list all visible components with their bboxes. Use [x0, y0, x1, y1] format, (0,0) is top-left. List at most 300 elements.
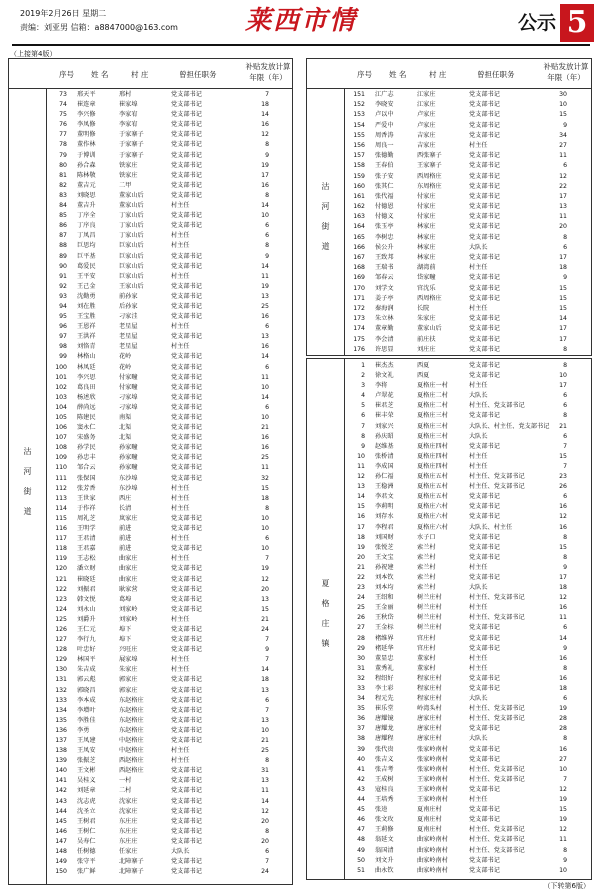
table-row — [347, 234, 589, 244]
subsidy-years: 9 — [563, 563, 567, 571]
village-name: 铁家庄 — [119, 161, 138, 169]
table-row — [49, 535, 291, 545]
village-name: 刘庄庄 — [417, 345, 436, 353]
village-name: 花岭 — [119, 363, 132, 371]
position-title: 党支部书记 — [171, 797, 202, 805]
table-row — [347, 412, 589, 422]
position-title: 党支部书记 — [469, 254, 500, 261]
section-title: 公示 — [518, 12, 557, 34]
village-name: 王家山后 — [119, 282, 144, 290]
table-row — [49, 121, 291, 131]
subsidy-years: 15 — [559, 452, 567, 460]
village-name: 西赵格庄 — [119, 767, 144, 775]
person-name: 王平安 — [77, 272, 96, 280]
position-title: 党支部书记 — [171, 545, 202, 553]
village-name: 中赵格庄 — [119, 747, 144, 755]
subsidy-years: 8 — [563, 233, 567, 241]
village-name: 曲家岭南村 — [417, 846, 448, 854]
row-number: 118 — [55, 545, 67, 553]
subsidy-years: 7 — [265, 858, 269, 866]
row-number: 9 — [361, 442, 365, 450]
subsidy-years: 24 — [261, 868, 269, 876]
village-name: 北障寨子 — [119, 868, 144, 876]
row-number: 144 — [55, 807, 67, 815]
position-title: 村主任 — [171, 484, 190, 492]
subsidy-years: 16 — [559, 674, 567, 682]
village-name: 索兰村 — [417, 584, 436, 592]
person-name: 王洪祥 — [77, 333, 96, 341]
table-row — [49, 333, 291, 343]
row-number: 94 — [59, 302, 67, 310]
row-number: 166 — [353, 243, 365, 251]
village-name: 夏格庄五村 — [417, 473, 448, 481]
person-name: 卢以中 — [375, 111, 394, 119]
row-number: 1 — [361, 362, 365, 369]
row-number: 175 — [353, 335, 365, 343]
subsidy-years: 19 — [261, 565, 269, 573]
position-title: 党支部书记 — [171, 212, 202, 220]
person-name: 李会清 — [375, 335, 394, 343]
subsidy-years: 10 — [559, 372, 567, 380]
subsidy-years: 25 — [261, 454, 269, 462]
person-name: 程元先 — [375, 695, 394, 703]
subsidy-years: 7 — [265, 91, 269, 98]
person-name: 周香涛 — [375, 131, 394, 139]
person-name: 王瑞书 — [375, 264, 394, 272]
subsidy-years: 14 — [559, 634, 567, 642]
position-title: 党支部书记 — [171, 414, 202, 421]
subsidy-years: 6 — [265, 363, 269, 371]
position-title: 党支部书记 — [469, 412, 500, 420]
subsidy-years: 16 — [559, 654, 567, 662]
table-row — [347, 152, 589, 162]
table-row — [49, 162, 291, 172]
row-number: 82 — [59, 181, 67, 189]
table-row — [49, 646, 291, 656]
position-title: 村主任、党支部书记 — [469, 402, 525, 410]
row-number: 114 — [55, 504, 67, 512]
person-name: 刘晓思 — [77, 191, 96, 199]
village-name: 西赵格庄 — [119, 757, 144, 765]
village-name: 董家村 — [417, 664, 436, 672]
position-title: 党支部书记 — [171, 424, 202, 432]
table-row — [49, 374, 291, 384]
subsidy-years: 13 — [559, 203, 567, 211]
person-name: 王明学 — [77, 525, 96, 533]
position-title: 党支部书记 — [171, 151, 202, 159]
row-number: 77 — [59, 131, 67, 139]
subsidy-years: 18 — [559, 685, 567, 692]
row-number: 174 — [353, 325, 365, 333]
table-row — [49, 313, 291, 323]
person-name: 秦海润 — [375, 304, 394, 312]
table-row — [49, 525, 291, 535]
col-no: 序号 — [59, 70, 74, 79]
person-name: 许思显 — [375, 345, 394, 353]
position-title: 党支部书记 — [171, 585, 202, 593]
position-title: 村主任、党支部书记 — [469, 594, 525, 602]
table-row — [347, 193, 589, 203]
subsidy-years: 10 — [559, 866, 567, 874]
position-title: 村主任、党支部书记 — [469, 705, 525, 713]
table-row — [49, 687, 291, 697]
table-row — [49, 666, 291, 676]
table-row — [347, 295, 589, 305]
subsidy-years: 8 — [265, 242, 269, 250]
position-title: 党支部书记 — [171, 262, 202, 270]
position-title: 党支部书记 — [469, 315, 500, 323]
person-name: 周礼芝 — [77, 514, 96, 522]
table-row — [49, 182, 291, 192]
village-name: 刘家岭 — [119, 615, 138, 623]
village-name: 东赵格庄 — [119, 726, 144, 734]
village-name: 唐家庄村 — [417, 735, 442, 743]
table-row — [49, 838, 291, 848]
row-number: 45 — [357, 806, 365, 814]
col-no: 序号 — [357, 70, 372, 79]
position-title: 党支部书记 — [469, 325, 500, 333]
village-name: 东沙埠 — [119, 474, 138, 482]
subsidy-years: 10 — [261, 212, 269, 220]
village-name: 曲家庄 — [119, 555, 138, 563]
person-name: 沈勤勇 — [77, 292, 96, 300]
person-name: 王凤安 — [77, 747, 96, 755]
subsidy-years: 17 — [559, 254, 567, 261]
subsidy-years: 25 — [261, 302, 269, 310]
row-number: 161 — [353, 192, 365, 200]
subsidy-years: 21 — [261, 737, 269, 744]
subsidy-years: 14 — [261, 393, 269, 401]
village-name: 东周格庄 — [417, 182, 442, 190]
subsidy-years: 17 — [559, 573, 567, 581]
table-row — [49, 576, 291, 586]
village-name: 西夏 — [417, 372, 430, 380]
subsidy-years: 7 — [563, 775, 567, 783]
position-title: 党支部书记 — [171, 454, 202, 462]
row-number: 41 — [357, 765, 365, 773]
position-title: 党支部书记 — [171, 837, 202, 845]
position-title: 村主任、党支部书记 — [469, 775, 525, 783]
village-name: 夏格庄五村 — [417, 493, 448, 501]
row-number: 149 — [55, 858, 67, 866]
village-name: 崔家埠 — [119, 101, 138, 109]
person-name: 陈林敬 — [77, 171, 96, 179]
row-number: 172 — [353, 304, 365, 312]
table-row — [49, 767, 291, 777]
subsidy-years: 8 — [265, 827, 269, 835]
person-name: 张代福 — [375, 192, 394, 200]
person-name: 郭晓昌 — [77, 686, 96, 694]
position-title: 党支部书记 — [171, 726, 202, 734]
row-number: 42 — [357, 775, 365, 783]
village-name: 林家庄 — [417, 223, 436, 231]
row-number: 150 — [55, 868, 67, 876]
col-years: 补贴发放计算年限（年） — [543, 62, 589, 82]
row-number: 119 — [55, 555, 67, 563]
row-number: 2 — [361, 372, 365, 380]
row-list — [49, 91, 291, 878]
position-title: 党支部书记 — [171, 353, 202, 361]
person-name: 王稳洲 — [375, 483, 394, 491]
table-row — [49, 464, 291, 474]
person-name: 任树德 — [77, 848, 96, 856]
person-name: 李程君 — [375, 523, 394, 531]
village-name: 刁家埠 — [119, 403, 138, 411]
person-name: 李兴思 — [77, 373, 96, 381]
subsidy-years: 15 — [261, 605, 269, 613]
table-row — [347, 574, 589, 584]
position-title: 村主任 — [171, 232, 190, 240]
row-number: 120 — [55, 565, 67, 573]
village-name: 夏南庄村 — [417, 826, 442, 834]
village-name: 北渠 — [119, 424, 132, 432]
subsidy-years: 6 — [265, 696, 269, 704]
table-row — [347, 665, 589, 675]
row-number: 47 — [357, 826, 365, 834]
person-name: 陈建民 — [77, 414, 96, 421]
village-name: 岭湾头村 — [417, 705, 442, 713]
person-name: 董吉升 — [77, 202, 96, 210]
person-name: 刘延章 — [77, 787, 96, 795]
person-name: 孙学民 — [77, 444, 96, 452]
position-title: 党支部书记 — [469, 274, 500, 282]
subsidy-years: 17 — [559, 325, 567, 333]
position-title: 党支部书记 — [469, 284, 500, 292]
village-name: 夏格庄一村 — [417, 382, 448, 390]
village-name: 一村 — [119, 777, 132, 785]
person-name: 林国平 — [77, 656, 96, 664]
table-row — [347, 264, 589, 274]
masthead-logo: 莱西市情 — [244, 6, 357, 36]
row-number: 20 — [357, 553, 365, 561]
subsidy-years: 7 — [265, 656, 269, 664]
table-row — [49, 131, 291, 141]
position-title: 党支部书记 — [171, 817, 202, 825]
village-name: 长院 — [417, 304, 430, 312]
subsidy-years: 6 — [265, 403, 269, 411]
position-title: 村主任 — [171, 757, 190, 765]
table-row — [49, 454, 291, 464]
subsidy-years: 10 — [261, 514, 269, 522]
position-title: 村主任 — [171, 504, 190, 512]
table-row — [49, 596, 291, 606]
village-name: 水子口 — [417, 533, 436, 541]
row-number: 140 — [55, 767, 67, 775]
person-name: 崔连章 — [77, 101, 96, 109]
table-row — [347, 473, 589, 483]
village-name: 夏格庄四村 — [417, 442, 448, 450]
person-name: 董章勤 — [375, 325, 394, 333]
row-number: 159 — [353, 172, 365, 180]
table-row — [347, 836, 589, 846]
row-number: 30 — [357, 654, 365, 662]
person-name: 张悦芝 — [375, 543, 394, 551]
subsidy-years: 14 — [261, 111, 269, 119]
table-row — [49, 293, 291, 303]
row-number: 164 — [353, 223, 365, 231]
continued-to: （下转第6版） — [543, 882, 590, 890]
person-name: 翁延文 — [375, 836, 394, 844]
table-row — [49, 505, 291, 515]
person-name: 沈圣立 — [77, 807, 96, 815]
col-position: 曾担任职务 — [179, 70, 217, 79]
table-row — [347, 796, 589, 806]
position-title: 党支部书记 — [171, 464, 202, 472]
person-name: 刘在胜 — [77, 302, 96, 310]
subsidy-years: 14 — [261, 262, 269, 270]
position-title: 村主任 — [469, 141, 488, 149]
subsidy-years: 12 — [261, 807, 269, 815]
subsidy-years: 10 — [261, 383, 269, 391]
position-title: 村主任 — [171, 747, 190, 755]
position-title: 党支部书记 — [469, 785, 500, 793]
person-name: 李兴修 — [77, 111, 96, 119]
person-name: 孙忠丰 — [77, 454, 96, 462]
row-number: 4 — [361, 392, 365, 400]
row-number: 131 — [55, 676, 67, 684]
subsidy-years: 12 — [559, 594, 567, 602]
subsidy-years: 14 — [261, 666, 269, 674]
person-name: 王己金 — [77, 282, 96, 290]
person-name: 李本成 — [77, 696, 96, 704]
person-name: 李增叶 — [77, 706, 96, 714]
position-title: 村主任、党支部书记 — [469, 846, 525, 854]
position-title: 村主任、党支部书记 — [469, 715, 525, 723]
row-number: 162 — [353, 203, 365, 211]
person-name: 刘爵升 — [77, 615, 96, 623]
village-name: 刁家洼 — [119, 313, 138, 321]
row-number: 121 — [55, 575, 67, 583]
subsidy-years: 7 — [265, 555, 269, 563]
row-number: 135 — [55, 716, 67, 724]
village-name: 前进 — [119, 545, 132, 553]
table-row — [347, 183, 589, 193]
table-row — [347, 715, 589, 725]
table-row — [347, 776, 589, 786]
col-village: 村 庄 — [131, 70, 149, 79]
village-name: 王家岭南村 — [417, 796, 448, 804]
position-title: 党支部书记 — [171, 575, 202, 583]
person-name: 刘家兴 — [375, 422, 394, 430]
position-title: 村主任 — [469, 264, 488, 272]
subsidy-years: 6 — [563, 392, 567, 400]
row-number: 96 — [59, 323, 67, 331]
subsidy-years: 32 — [261, 474, 269, 482]
table-row — [347, 544, 589, 554]
position-title: 党支部书记 — [469, 152, 500, 160]
position-title: 村主任 — [469, 664, 488, 672]
row-number: 157 — [353, 152, 365, 160]
row-number: 111 — [55, 474, 67, 482]
position-title: 党支部书记 — [171, 141, 202, 149]
table-row — [49, 101, 291, 111]
table-row — [347, 695, 589, 705]
position-title: 党支部书记 — [469, 644, 500, 652]
table-row — [347, 453, 589, 463]
town-label: 夏格庄镇 — [307, 359, 345, 879]
row-number: 15 — [357, 503, 365, 511]
village-name: 丁家山后 — [119, 232, 144, 240]
col-name: 姓 名 — [91, 70, 109, 79]
subsidy-years: 7 — [563, 442, 567, 450]
person-name: 沈志虎 — [77, 797, 96, 805]
table-row — [347, 111, 589, 121]
position-title: 党支部书记 — [171, 121, 202, 129]
table-row — [347, 685, 589, 695]
village-name: 二甲 — [119, 181, 132, 189]
table-row — [347, 423, 589, 433]
position-title: 党支部书记 — [469, 223, 500, 231]
subsidy-years: 8 — [265, 757, 269, 765]
subsidy-years: 14 — [261, 353, 269, 361]
row-number: 28 — [357, 634, 365, 642]
village-name: 树兰庄村 — [417, 594, 442, 602]
village-name: 索兰村 — [417, 573, 436, 581]
subsidy-years: 6 — [563, 402, 567, 410]
person-name: 李凤修 — [77, 121, 96, 129]
person-name: 寇桂良 — [375, 785, 394, 793]
person-name: 王文彬 — [77, 767, 96, 775]
person-name: 张逵 — [375, 806, 388, 814]
person-name: 张振芝 — [77, 757, 96, 765]
table-left — [8, 58, 293, 885]
row-number: 80 — [59, 161, 67, 169]
village-name: 沈家庄 — [119, 807, 138, 815]
table-row — [49, 485, 291, 495]
table-row — [347, 867, 589, 877]
table-row — [49, 616, 291, 626]
village-name: 前孙家 — [119, 292, 138, 300]
village-name: 付家疃 — [119, 383, 138, 391]
village-name: 西周格庄 — [417, 172, 442, 180]
row-number: 110 — [55, 464, 67, 472]
row-number: 14 — [357, 493, 365, 501]
person-name: 朱吉成 — [77, 666, 96, 674]
table-row — [49, 777, 291, 787]
position-title: 村主任 — [469, 452, 488, 460]
position-title: 党支部书记 — [469, 192, 500, 200]
person-name: 褚延华 — [375, 644, 394, 652]
position-title: 党支部书记 — [171, 686, 202, 694]
row-number: 40 — [357, 755, 365, 763]
village-name: 东庄庄 — [119, 817, 138, 825]
table-right-bottom — [306, 358, 592, 880]
subsidy-years: 19 — [559, 816, 567, 824]
row-number: 83 — [59, 191, 67, 199]
subsidy-years: 25 — [261, 747, 269, 755]
row-number: 88 — [59, 242, 67, 250]
position-title: 党支部书记 — [469, 121, 500, 129]
position-title: 党支部书记 — [171, 706, 202, 714]
village-name: 东沙埠 — [119, 484, 138, 492]
village-name: 夏格庄五村 — [417, 483, 448, 491]
row-number: 39 — [357, 745, 365, 753]
row-number: 37 — [357, 725, 365, 733]
row-number: 158 — [353, 162, 365, 170]
position-title: 党支部书记 — [171, 292, 202, 300]
position-title: 党支部书记 — [171, 787, 202, 795]
row-number: 116 — [55, 525, 67, 533]
position-title: 党支部书记 — [171, 302, 202, 310]
village-name: 巨家山后 — [119, 242, 144, 250]
subsidy-years: 34 — [559, 131, 567, 139]
row-number: 125 — [55, 615, 67, 623]
person-name: 崔丰荣 — [375, 412, 394, 420]
row-number: 151 — [353, 91, 365, 98]
subsidy-years: 10 — [559, 765, 567, 773]
village-name: 于家寨子 — [119, 151, 144, 159]
row-number: 51 — [357, 866, 365, 874]
